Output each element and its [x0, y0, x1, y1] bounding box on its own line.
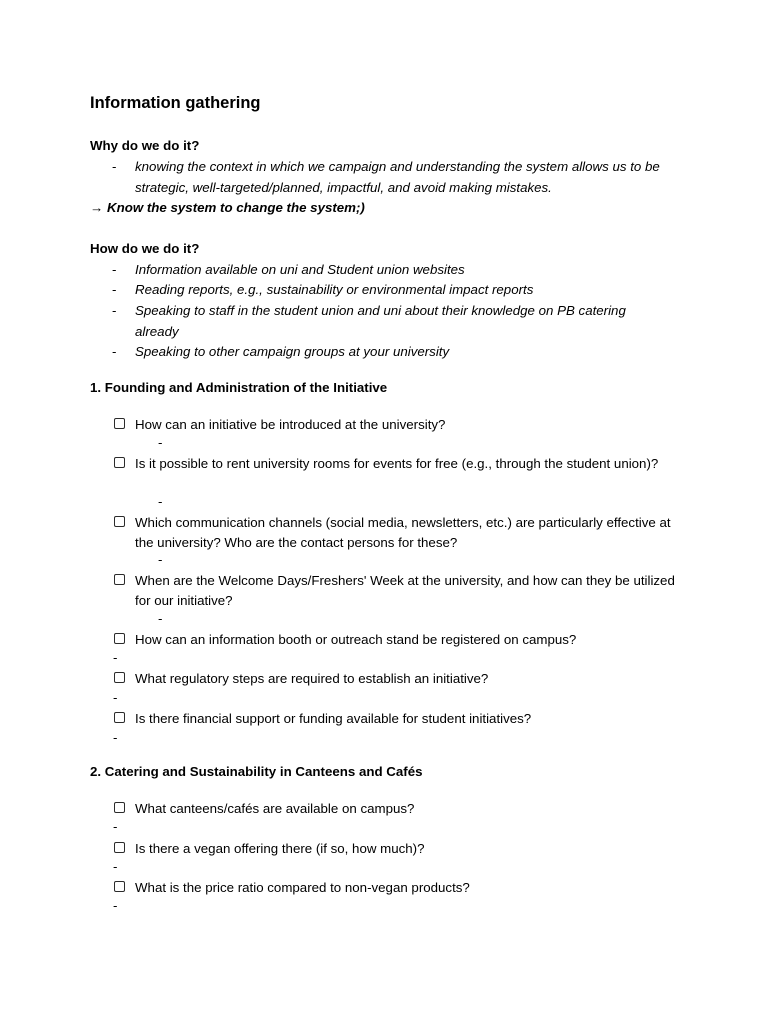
checkbox[interactable]	[114, 457, 125, 468]
document-page	[90, 0, 690, 1024]
answer-dash: -	[113, 650, 118, 665]
checklist-item	[114, 878, 684, 898]
bullet-dash: -	[112, 282, 117, 297]
checkbox[interactable]	[114, 712, 125, 723]
bullet-dash: -	[112, 344, 117, 359]
checklist-item-text: What regulatory steps are required to establish an initiative?	[135, 671, 489, 686]
checklist-item	[114, 709, 684, 729]
why-bullet-text: knowing the context in which we campaign and understanding the system allows us to be strategic, well-targeted/planned, impactful, and avoid making mistakes.	[135, 159, 660, 195]
checklist-item	[114, 415, 684, 435]
checkbox[interactable]	[114, 881, 125, 892]
section1-heading: 1. Founding and Administration of the Initiative	[90, 380, 388, 395]
answer-dash: -	[158, 435, 163, 450]
checklist-item	[114, 513, 684, 552]
answer-dash: -	[113, 690, 118, 705]
bullet-dash: -	[112, 159, 117, 174]
checklist-item	[114, 669, 684, 689]
how-bullet	[112, 342, 672, 363]
bullet-dash: -	[112, 303, 117, 318]
checkbox[interactable]	[114, 842, 125, 853]
why-bullet	[112, 157, 672, 198]
answer-dash: -	[113, 898, 118, 913]
checkbox[interactable]	[114, 672, 125, 683]
how-bullet-text: Speaking to staff in the student union and uni about their knowledge on PB catering already	[135, 303, 626, 339]
how-bullet	[112, 301, 672, 342]
how-bullet	[112, 280, 672, 301]
how-heading: How do we do it?	[90, 241, 200, 256]
answer-dash: -	[158, 611, 163, 626]
checklist-item-text: How can an initiative be introduced at the university?	[135, 417, 446, 432]
how-bullet	[112, 260, 672, 281]
how-bullet-text: Information available on uni and Student union websites	[135, 262, 465, 277]
checklist-item	[114, 839, 684, 859]
how-bullet-text: Reading reports, e.g., sustainability or environmental impact reports	[135, 282, 534, 297]
checklist-item-text: Which communication channels (social media, newsletters, etc.) are particularly effective at the university? Who are the contact persons for these?	[135, 515, 671, 550]
checkbox[interactable]	[114, 633, 125, 644]
how-bullet-text: Speaking to other campaign groups at your university	[135, 344, 450, 359]
checklist-item	[114, 799, 684, 819]
checklist-item	[114, 571, 684, 610]
checklist-item	[114, 630, 684, 650]
checkbox[interactable]	[114, 574, 125, 585]
checkbox[interactable]	[114, 802, 125, 813]
checklist-item-text: Is it possible to rent university rooms for events for free (e.g., through the student union)?	[135, 456, 659, 471]
checklist-item-text: What canteens/cafés are available on campus?	[135, 801, 415, 816]
answer-dash: -	[158, 552, 163, 567]
why-tagline: → Know the system to change the system;)	[90, 200, 365, 215]
answer-dash: -	[158, 494, 163, 509]
why-heading: Why do we do it?	[90, 138, 200, 153]
checkbox[interactable]	[114, 516, 125, 527]
checkbox[interactable]	[114, 418, 125, 429]
checklist-item-text: Is there financial support or funding available for student initiatives?	[135, 711, 532, 726]
answer-dash: -	[113, 819, 118, 834]
document-title: Information gathering	[90, 94, 261, 112]
checklist-item-text: Is there a vegan offering there (if so, how much)?	[135, 841, 425, 856]
checklist-item-text: How can an information booth or outreach stand be registered on campus?	[135, 632, 577, 647]
checklist-item-text: What is the price ratio compared to non-vegan products?	[135, 880, 470, 895]
answer-dash: -	[113, 730, 118, 745]
checklist-item-text: When are the Welcome Days/Freshers' Week at the university, and how can they be utilized for our initiative?	[135, 573, 675, 608]
checklist-item	[114, 454, 684, 474]
answer-dash: -	[113, 859, 118, 874]
bullet-dash: -	[112, 262, 117, 277]
section2-heading: 2. Catering and Sustainability in Canteens and Cafés	[90, 764, 423, 779]
